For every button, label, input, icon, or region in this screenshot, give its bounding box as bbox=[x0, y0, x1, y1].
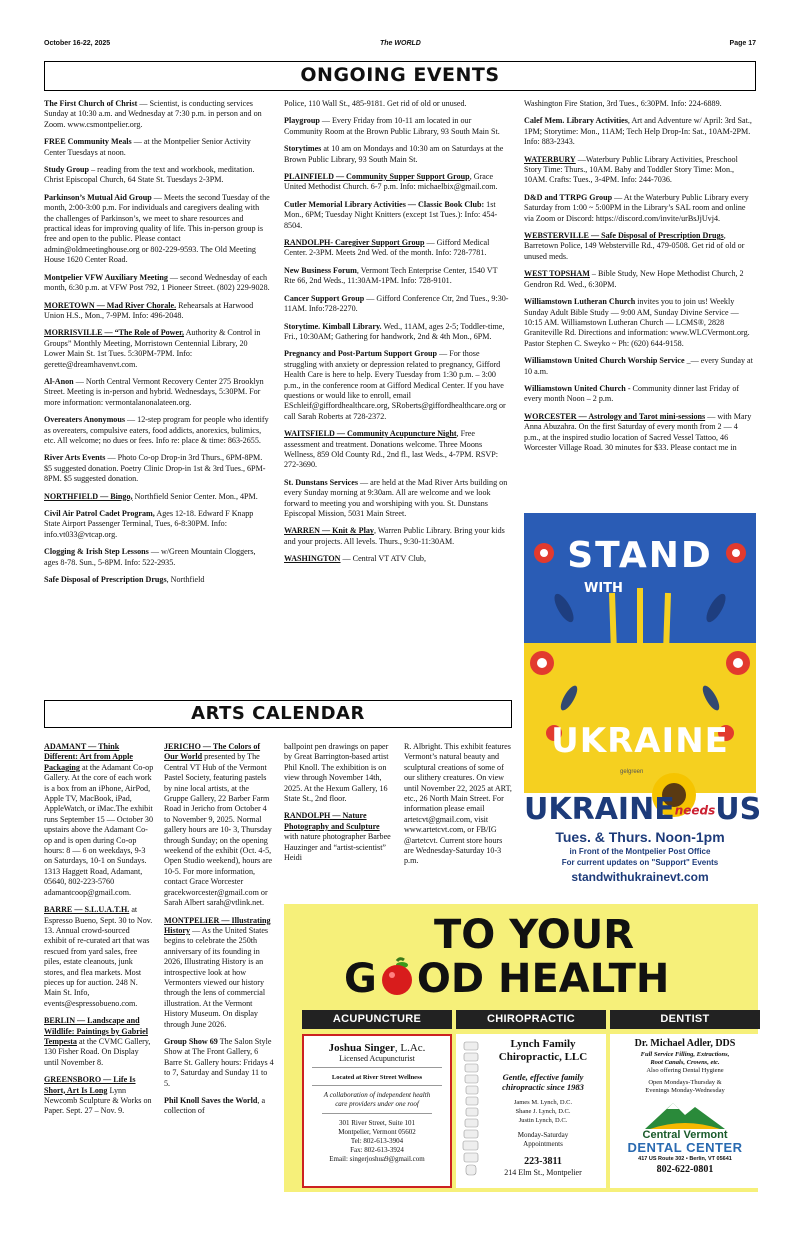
listing-entry bbox=[44, 1016, 154, 1068]
listing-entry bbox=[524, 297, 756, 349]
listing-heading: Overeaters Anonymous bbox=[44, 415, 126, 425]
listing-heading: Storytimes bbox=[284, 144, 322, 154]
listing-entry bbox=[284, 99, 510, 109]
acupuncture-address1: 301 River Street, Suite 101 bbox=[338, 1119, 416, 1127]
listing-heading: Williamstown United Church Worship Service bbox=[524, 356, 685, 366]
listing-heading: Calef Mem. Library Activities bbox=[524, 116, 628, 126]
ukraine-url[interactable]: standwithukrainevt.com bbox=[571, 870, 709, 884]
listing-heading: New Business Forum bbox=[284, 265, 357, 275]
listing-entry bbox=[44, 492, 270, 502]
listing-entry bbox=[44, 328, 270, 370]
listing-text: with nature photographer Barbee Hauzinger and “artist-scientist” Heidi bbox=[284, 832, 391, 863]
ongoing-events-title: ONGOING EVENTS bbox=[300, 64, 500, 86]
arts-col-1 bbox=[44, 742, 154, 1204]
listing-heading: NORTHFIELD — Bingo, bbox=[44, 491, 133, 501]
stand-with-ukraine-ad bbox=[524, 513, 762, 888]
listing-heading: PLAINFIELD — Community Supper Support Group bbox=[284, 172, 470, 182]
listing-text: , Free assessment and treatment. Donations welcome. Three Moons Wellness, 859 Old County Rd., 2nd fl., last Weds., 4-7PM. RSVP: 272-3690. bbox=[284, 429, 498, 470]
listing-entry bbox=[44, 377, 270, 408]
chiropractic-card bbox=[456, 1034, 606, 1188]
listing-entry bbox=[44, 1075, 154, 1117]
listing-text: , Barretown Police, 149 Websterville Rd., 479-0508. Get rid of old or unused meds. bbox=[524, 231, 745, 261]
chiro-doc1: James M. Lynch, D.C. bbox=[513, 1099, 573, 1106]
listing-text: — 12-step program for people who identify as overeaters, compulsive eaters, food addicts, anorexics, bulimics, etc. All welcome; no dues or fees. Info re: place & time: 863-2655. bbox=[44, 415, 269, 445]
chiro-hours1: Monday-Saturday bbox=[517, 1131, 569, 1139]
dental-logo-line2: DENTAL CENTER bbox=[627, 1140, 743, 1155]
paper-name: The WORLD bbox=[380, 40, 421, 47]
listing-text: — North Central Vermont Recovery Center 275 Brooklyn Street. Meeting is in-person and hybrid. Wednesdays, 5:30PM. For more information: vermontalanonalateen.org. bbox=[44, 376, 264, 407]
chiro-name1: Lynch Family bbox=[510, 1038, 576, 1050]
listing-heading: Safe Disposal of Prescription Drugs bbox=[44, 575, 167, 585]
listing-entry bbox=[284, 266, 510, 287]
listing-heading: Study Group bbox=[44, 165, 90, 175]
listing-text: , Art and Adventure w/ April: 3rd Sat., 1PM; Storytime: Mon., 11AM; Tech Help Drop-In: Sat., 10AM-2PM. Info: 883-2343. bbox=[524, 116, 752, 147]
listing-text: Authority & Control in Groups” Monthly Meeting, Morristown Centennial Library, 20 Lower Main St. 1st Tues. 5:30PM-7PM. Info: gerette@dreamhavenvt.com. bbox=[44, 328, 261, 369]
listing-entry bbox=[44, 137, 270, 158]
acupuncture-address2: Montpelier, Vermont 05602 bbox=[338, 1128, 416, 1136]
listing-entry bbox=[284, 322, 510, 343]
listing-entry bbox=[284, 200, 510, 231]
listing-text: — Central VT ATV Club, bbox=[340, 554, 426, 564]
ukraine-text: UKRAINE bbox=[551, 721, 729, 761]
arts-col-4 bbox=[404, 742, 514, 902]
listing-entry bbox=[164, 916, 274, 1030]
listing-text: — w/Green Mountain Cloggers, ages 8-78. Sun., 5-8PM. Info: 522-2935. bbox=[44, 547, 256, 567]
dentist-svc1: Full Service Filling, Extractions, bbox=[640, 1051, 730, 1058]
listing-heading: MONTPELIER — Illustrating History bbox=[164, 915, 271, 935]
listing-heading: Williamstown United Church bbox=[524, 383, 626, 393]
listing-text: – reading from the text and workbook, meditation. Christ Episcopal Church, 64 State St. Tuesdays 2-3PM. bbox=[44, 165, 255, 185]
acupuncturist-role: Licensed Acupuncturist bbox=[312, 1054, 442, 1068]
tab-dentist: DENTIST bbox=[610, 1010, 760, 1029]
listing-entry bbox=[284, 526, 510, 547]
acupuncture-card bbox=[302, 1034, 452, 1188]
listing-heading: Storytime. Kimball Library. bbox=[284, 321, 382, 331]
acupuncture-fax: Fax: 802-613-3924 bbox=[350, 1146, 404, 1154]
acupuncture-collab: A collaboration of independent health care providers under one roof bbox=[322, 1091, 432, 1114]
ongoing-events-banner bbox=[44, 61, 756, 91]
listing-text: at the Adamant Co-op Gallery. At the core of each work is a box from an iPhone, AirPod, Apple TV, MacBook, iPad, AppleWatch, or iMac.The exhibit runs September 15 — October 30 upstairs above the Adamant Co-op and is open during Co-op hours: 8 — 6 on weekdays, 9-3 on Saturdays, 10-1 on Sundays. 1313 Haggett Road, Adamant, 05640, 802-223-5760 adamantcoop@gmail.com. bbox=[44, 762, 154, 897]
listing-text: — At the Waterbury Public Library every Saturday from 1:00 ~ 5:00PM in the Library’s SAL room and online via Zoom or Discord: https://discord.com/invite/urBsJjUvj4. bbox=[524, 192, 749, 223]
listing-heading: Parkinson’s Mutual Aid Group bbox=[44, 192, 152, 202]
listing-heading: Al-Anon bbox=[44, 376, 74, 386]
listing-heading: Playgroup bbox=[284, 116, 320, 126]
listing-entry bbox=[284, 294, 510, 315]
chiro-phone: 223-3811 bbox=[524, 1156, 562, 1167]
listing-text: — Gifford Conference Ctr, 2nd Tues., 9:30-11AM. Info:728-2270. bbox=[284, 293, 509, 314]
listing-heading: ADAMANT — Think Different: Art from Apple Packaging bbox=[44, 742, 133, 772]
listing-entry bbox=[44, 509, 270, 540]
arts-calendar-banner bbox=[44, 700, 512, 728]
listing-entry bbox=[284, 349, 510, 422]
with-text: WITH bbox=[584, 581, 623, 596]
artist-credit: gelgreen bbox=[620, 769, 644, 775]
ongoing-col-1 bbox=[44, 99, 270, 705]
acupuncture-email[interactable]: Email: singerjoshua9@gmail.com bbox=[329, 1155, 425, 1163]
listing-entry bbox=[164, 1096, 274, 1117]
dentist-svc3: Also offering Dental Hygiene bbox=[646, 1067, 724, 1074]
dentist-hours1: Open Mondays-Thursday & bbox=[648, 1079, 722, 1086]
listing-entry bbox=[404, 742, 514, 867]
listing-text: Rehearsals at Harwood Union H.S., Mon., 7-9PM. Info: 496-2048. bbox=[44, 300, 254, 320]
listing-entry bbox=[524, 384, 756, 405]
dentist-svc2: Root Canals, Crowns, etc. bbox=[650, 1059, 720, 1066]
needs-word-us: US bbox=[715, 792, 762, 827]
listing-entry bbox=[44, 273, 270, 294]
acupuncture-tel: Tel: 802-613-3904 bbox=[350, 1137, 404, 1145]
listing-entry bbox=[524, 155, 756, 186]
chiro-name2: Chiropractic, LLC bbox=[498, 1051, 588, 1063]
listing-entry bbox=[284, 238, 510, 259]
arts-col-3 bbox=[284, 742, 394, 902]
listing-entry bbox=[524, 116, 756, 147]
listing-heading: WORCESTER — Astrology and Tarot mini-sessions bbox=[524, 411, 706, 421]
listing-heading: WEST TOPSHAM bbox=[524, 269, 590, 279]
acupuncturist-suffix: , L.Ac. bbox=[394, 1042, 426, 1054]
listing-text: , a collection of bbox=[164, 1096, 266, 1116]
listing-entry bbox=[44, 547, 270, 568]
listing-entry bbox=[44, 165, 270, 186]
listing-text: The Salon Style Show at The Front Gallery, 6 Barre St. Gallery hours: Fridays 4 to 7, Saturday and Sunday 11 to 5. bbox=[164, 1036, 274, 1088]
listing-text: – Bible Study, New Hope Methodist Church, 2 Gendron Rd. Wed., 6:30PM. bbox=[524, 269, 744, 289]
listing-text: Washington Fire Station, 3rd Tues., 6:30PM. Info: 224-6889. bbox=[524, 99, 722, 108]
listing-entry bbox=[284, 554, 510, 564]
ukraine-needs-us bbox=[524, 792, 762, 828]
acupuncturist-name-main: Joshua Singer bbox=[328, 1042, 395, 1054]
dentist-address: 417 US Route 302 • Berlin, VT 05641 bbox=[638, 1156, 732, 1162]
health-title-od: OD HEALTH bbox=[416, 956, 670, 1002]
listing-text: — Meets the second Tuesday of the month, 2:00-3:00 p.m. For individuals and caregivers dealing with the challenges of Parkinson’s, we meet to share resources and practical ideas for improving quality of life. This in-person group is free and open to the public. Please contact admin@oldmeetinghouse.org or 802-229-9593. The Old Meeting House 1620 Center Road. bbox=[44, 192, 270, 265]
listing-heading: St. Dunstans Services bbox=[284, 477, 358, 487]
ongoing-col-2 bbox=[284, 99, 510, 705]
listing-heading: Cancer Support Group bbox=[284, 293, 365, 303]
health-title-line2 bbox=[344, 956, 669, 1002]
listing-text: R. Albright. This exhibit features Vermont’s natural beauty and sculptural creations of some of our slithery creatures. On view until November 22, 2025 at ART, etc., 26 North Main Street. For information please email artetcvt@gmail.com, visit www.artetcvt.com, or FB/IG @artetcvt. Current store hours are Wednesday-Saturday 10-3 p.m. bbox=[404, 742, 512, 866]
listing-entry bbox=[284, 478, 510, 520]
dentist-phone: 802-622-0801 bbox=[656, 1164, 714, 1175]
listing-entry bbox=[44, 742, 154, 898]
listing-heading: RANDOLPH — Nature Photography and Sculpture bbox=[284, 811, 380, 831]
tab-chiropractic: CHIROPRACTIC bbox=[456, 1010, 606, 1029]
listing-text: presented by The Central VT Hub of the Vermont Pastel Society, featuring pastels by nine local artists, at the Gruppe Gallery, 22 Barber Farm Road in Jericho from October 4 to November 9, 2025. Normal gallery hours are 10- 3, Thursday through Sunday; on the opening weekend of the exhibit (Oct. 4-5, Open Studio weekend), hours are 10-5. For more information, contact Grace Worcester gracekworcester@gmail.com or Sarah Albert sarah@vtlink.net. bbox=[164, 752, 273, 908]
apple-icon bbox=[378, 958, 416, 996]
tab-acupuncture: ACUPUNCTURE bbox=[302, 1010, 452, 1029]
listing-text: — are held at the Mad River Arts building on every Sunday morning at 9:30am. All are welcome and we look forward to meeting you and worshiping with you. St. Dunstans Episcopal Mission, 5031 Main Street. bbox=[284, 477, 508, 518]
listing-text: , Warren Public Library. Bring your kids and your projects. All levels. Thurs., 9:30-11:30AM. bbox=[284, 526, 505, 546]
stand-text: STAND bbox=[567, 535, 713, 576]
listing-entry bbox=[524, 412, 756, 454]
listing-text: — with Mary Anna Abuzahra. On the first Saturday of every month from 2 — 4 p.m., at the inspired studio location of Sacred Vessel Tattoo, 46 Worcester Village Road. 30 minutes for $33. Please contact me in bbox=[524, 411, 752, 452]
issue-date: October 16-22, 2025 bbox=[44, 40, 111, 47]
listing-text: — at the Montpelier Senior Activity Center Tuesdays at noon. bbox=[44, 137, 251, 157]
acupuncture-location: Located at River Street Wellness bbox=[312, 1074, 442, 1086]
listing-heading: Clogging & Irish Step Lessons bbox=[44, 547, 149, 557]
chiro-tagline: Gentle, effective family chiropractic since 1983 bbox=[502, 1072, 584, 1092]
listing-text: at Espresso Bueno, Sept. 30 to Nov. 13. Annual crowd-sourced exhibit of re-curated art that was rescued from yard sales, free piles, estate cleanouts, junk stores, and flea markets. Most pieces up for auction. 248 N. Main St. Info, events@espressobueno.com. bbox=[44, 905, 153, 1008]
listing-text: — For those struggling with anxiety or depression related to pregnancy, Gifford Health Care is here to help. Every Tuesday from 1:30 p.m. – 3:00 p.m., in the conference room at Gifford Medical Center. If you have questions or would like to enroll, email ESchleif@giffordhealthcare.org, SRoberts@giffordhealthcare.org or call Sarah Roberts at 728-2372. bbox=[284, 349, 506, 421]
listing-heading: MORETOWN — Mad River Chorale. bbox=[44, 300, 177, 310]
listing-entry bbox=[284, 742, 394, 804]
listing-heading: Cutler Memorial Library Activities — Classic Book Club: bbox=[284, 199, 485, 209]
dental-logo-line1: Central Vermont bbox=[642, 1129, 728, 1141]
listing-text: — Photo Co-op Drop-in 3rd Thurs., 6PM-8PM. $5 suggested donation. Poetry Clinic Drop-in 1st & 3rd Tues., 6PM-8PM. $5 suggested donation. bbox=[44, 453, 266, 484]
listing-text: Wed., 11AM, ages 2-5; Toddler-time, Fri., 10:30AM; Gathering for handwork, 2nd & 4th Mon., 6PM. bbox=[284, 321, 505, 341]
listing-entry bbox=[44, 905, 154, 1009]
listing-text: Northfield Senior Center. Mon., 4PM. bbox=[132, 491, 258, 501]
listing-text: —Waterbury Public Library Activities, Preschool Story Time: Thurs., 10AM. Baby and Toddler Story Time: Mon., 10AM. Crafts: Tues., 3-4PM. Info: 244-7036. bbox=[524, 154, 738, 185]
listing-entry bbox=[524, 193, 756, 224]
listing-entry bbox=[284, 429, 510, 471]
chiro-address: 214 Elm St., Montpelier bbox=[504, 1168, 582, 1177]
listing-heading: WAITSFIELD — Community Acupuncture Night bbox=[284, 429, 457, 439]
listing-heading: Civil Air Patrol Cadet Program, bbox=[44, 509, 155, 518]
ongoing-col-3 bbox=[524, 99, 756, 509]
listing-entry bbox=[524, 231, 756, 262]
chiro-doc2: Shane J. Lynch, D.C. bbox=[515, 1108, 571, 1115]
listing-heading: D&D and TTRPG Group bbox=[524, 192, 613, 202]
dentist-card bbox=[610, 1034, 760, 1188]
listing-entry bbox=[44, 575, 270, 585]
chiro-hours2: Appointments bbox=[523, 1140, 563, 1148]
listing-text: Lynn Newcomb Sculpture & Works on Paper. Sept. 27 – Nov. 9. bbox=[44, 1085, 152, 1116]
listing-heading: The First Church of Christ bbox=[44, 99, 138, 108]
chiro-doc3: Justin Lynch, D.C. bbox=[518, 1117, 568, 1124]
mountain-logo-icon bbox=[645, 1099, 725, 1129]
health-title-line1: TO YOUR bbox=[434, 912, 635, 958]
good-health-ad bbox=[284, 904, 758, 1192]
listing-text: — second Wednesday of each month, 6:30 p.m. at VFW Post 792, 1 Pioneer Street. (802) 229-9028. bbox=[44, 272, 270, 293]
listing-text: — Gifford Medical Center. 2-3PM. Meets 2nd Wed. of the month. Info: 728-7781. bbox=[284, 238, 490, 258]
listing-heading: Phil Knoll Saves the World bbox=[164, 1096, 258, 1105]
dentist-name: Dr. Michael Adler, DDS bbox=[634, 1038, 736, 1049]
listing-entry bbox=[524, 356, 756, 377]
page-number: Page 17 bbox=[729, 40, 756, 47]
listing-entry bbox=[284, 172, 510, 193]
listing-entry bbox=[164, 742, 274, 909]
spine-icon bbox=[460, 1040, 482, 1180]
listing-text: — As the United States begins to celebrate the 250th anniversary of its founding in 2026, Illustrating History is an introspective look at how Vermonters viewed our history through the lens of commercial illustration. At the Vermont History Museum. On display through June 2026. bbox=[164, 925, 269, 1029]
listing-heading: MORRISVILLE — “The Role of Power, bbox=[44, 328, 184, 338]
ukraine-schedule: Tues. & Thurs. Noon-1pm bbox=[555, 829, 725, 845]
listing-heading: WARREN — Knit & Play bbox=[284, 526, 374, 536]
listing-heading: BERLIN — Landscape and Wildlife: Paintings by Gabriel Tempesta bbox=[44, 1016, 148, 1046]
health-title-g: G bbox=[344, 956, 377, 1002]
listing-heading: WEBSTERVILLE — Safe Disposal of Prescription Drugs bbox=[524, 231, 724, 241]
listing-text: ballpoint pen drawings on paper by Great Barrington-based artist Phil Knoll. The exhibition is on view through November 14th, 2025. At the Hexum Gallery, 16 State St., 2nd floor. bbox=[284, 742, 389, 804]
listing-heading: Montpelier VFW Auxiliary Meeting bbox=[44, 272, 168, 282]
listing-heading: Group Show 69 bbox=[164, 1036, 218, 1046]
listing-entry bbox=[164, 1037, 274, 1089]
listing-entry bbox=[44, 415, 270, 446]
listing-text: , Northfield bbox=[166, 575, 205, 585]
arts-col-2 bbox=[164, 742, 274, 1204]
listing-text: invites you to join us! Weekly Sunday Adult Bible Study — 9:00 AM, Sunday Divine Service — 10:15 AM. Williamstown Lutheran Church — LCMS®, 2828 Graniteville Rd. Directions and information: www.WLCVermont.org. Pastor Stephen C. Sweyko ~ Ph: (620) 644-9158. bbox=[524, 297, 750, 348]
listing-text: — Every Friday from 10-11 am located in our Community Room at the Brown Public Library, 93 South Main St. bbox=[284, 116, 500, 136]
listing-heading: River Arts Events bbox=[44, 453, 106, 463]
listing-text: _— every Sunday at 10 a.m. bbox=[524, 356, 753, 376]
listing-text: at the CVMC Gallery, 130 Fisher Road. On Display until November 8. bbox=[44, 1036, 151, 1067]
listing-heading: RANDOLPH- Caregiver Support Group bbox=[284, 238, 425, 248]
ukraine-location: in Front of the Montpelier Post Office bbox=[569, 847, 711, 856]
listing-text: at 10 am on Mondays and 10:30 am on Saturdays at the Brown Public Library, 93 South Main St. bbox=[284, 144, 504, 164]
listing-entry bbox=[284, 144, 510, 165]
ukraine-updates: For current updates on "Support" Events bbox=[561, 858, 719, 867]
listing-entry bbox=[284, 811, 394, 863]
listing-text: , Vermont Tech Enterprise Center, 1540 VT Rte 66, 2nd Weds., 11:30AM-1PM. Info: 728-9101. bbox=[284, 265, 498, 286]
listing-heading: WATERBURY bbox=[524, 154, 576, 164]
needs-word-ukraine: UKRAINE bbox=[524, 792, 675, 827]
listing-entry bbox=[284, 116, 510, 137]
arts-calendar-title: ARTS CALENDAR bbox=[191, 703, 365, 724]
listing-text: — Scientist, is conducting services Sunday at 10:30 a.m. and Wednesday at 7:30 p.m. in person and on Zoom. www.csmontpelier.org. bbox=[44, 99, 262, 129]
listing-heading: WASHINGTON bbox=[284, 554, 341, 564]
dentist-hours2: Evenings Monday-Wednesday bbox=[645, 1087, 725, 1094]
listing-heading: Williamstown Lutheran Church bbox=[524, 297, 636, 307]
listing-heading: FREE Community Meals bbox=[44, 137, 132, 147]
listing-entry bbox=[44, 99, 270, 130]
listing-text: , Grace United Methodist Church. 6-7 p.m. Info: michaelbix@gmail.com. bbox=[284, 172, 498, 192]
listing-heading: JERICHO — The Colors of Our World bbox=[164, 742, 261, 762]
listing-text: 1st Mon., 6PM; Tuesday Night Knitters (except 1st Tues.): Info: 454-8504. bbox=[284, 199, 498, 230]
listing-heading: GREENSBORO — Life Is Short, Art Is Long bbox=[44, 1075, 136, 1095]
listing-entry bbox=[44, 193, 270, 266]
listing-entry bbox=[44, 301, 270, 322]
listing-text: Ages 12-18. Edward F Knapp State Airport Passenger Terminal, Tues, 6-8:30PM. Info: info.vt033@vtcap.org. bbox=[44, 509, 254, 539]
listing-heading: BARRE — S.L.U.A.T.H. bbox=[44, 905, 130, 915]
listing-text: - Community dinner last Friday of every month Noon – 2 p.m. bbox=[524, 383, 740, 404]
listing-entry bbox=[524, 269, 756, 290]
listing-heading: Pregnancy and Post-Partum Support Group bbox=[284, 349, 438, 359]
listing-entry bbox=[524, 99, 756, 109]
listing-entry bbox=[44, 453, 270, 484]
acupuncturist-name bbox=[304, 1042, 450, 1054]
needs-word: needs bbox=[674, 803, 716, 818]
listing-text: Police, 110 Wall St., 485-9181. Get rid of old or unused. bbox=[284, 99, 467, 108]
